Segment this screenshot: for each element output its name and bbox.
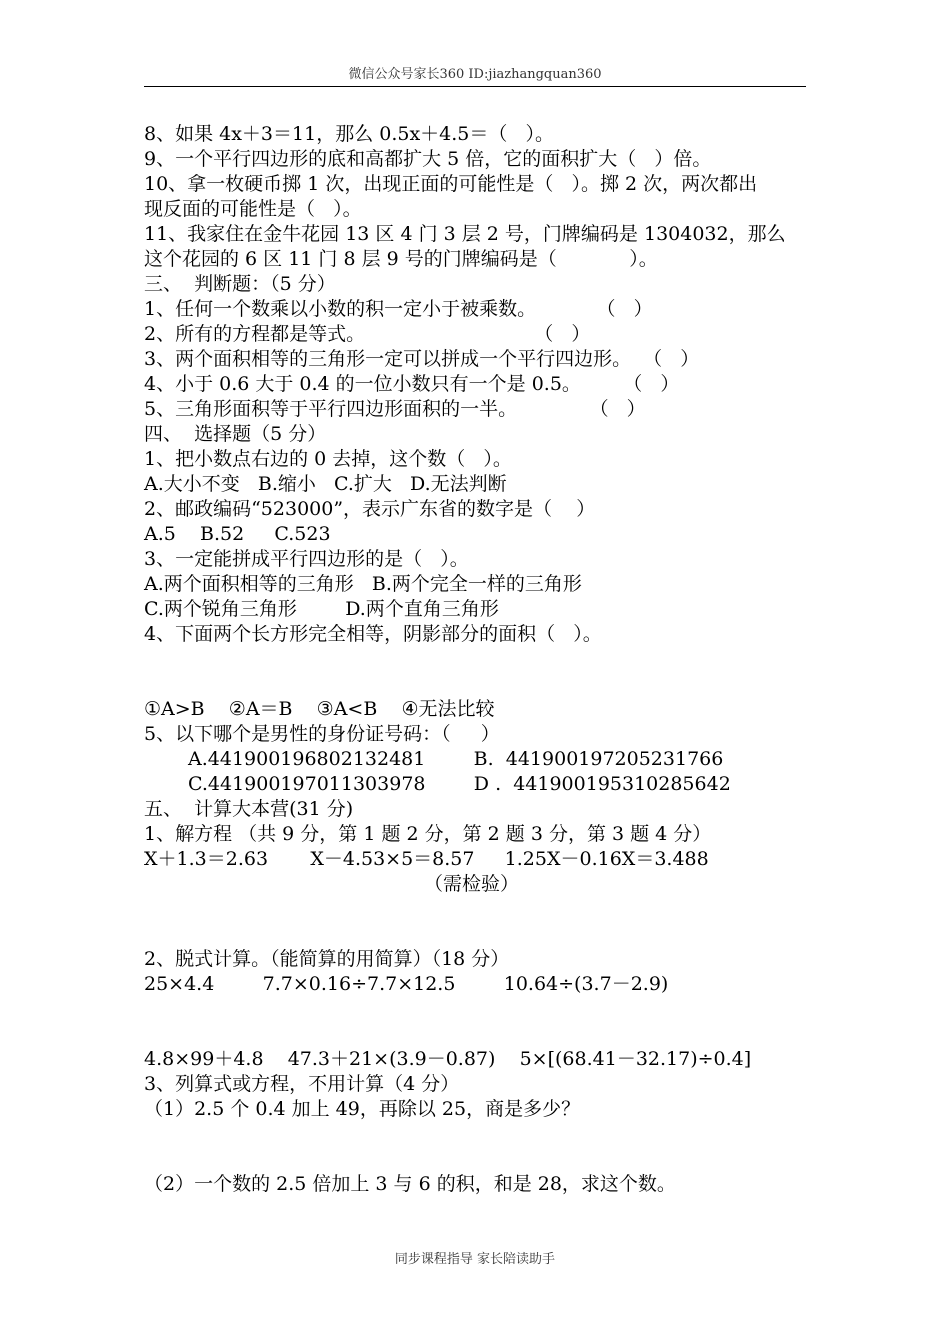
- choice-question-3-options-cd: C.两个锐角三角形 D.两个直角三角形: [144, 598, 499, 620]
- word-problem-instruction: 3、列算式或方程，不用计算（4 分）: [144, 1073, 460, 1095]
- work-space-3: [144, 1122, 806, 1172]
- equations-instruction: 1、解方程 （共 9 分，第 1 题 2 分，第 2 题 3 分，第 3 题 4 分）: [144, 823, 712, 845]
- question-10-line1: 10、拿一枚硬币掷 1 次，出现正面的可能性是（ ）。掷 2 次，两次都出: [144, 173, 758, 195]
- question-11-line1: 11、我家住在金牛花园 13 区 4 门 3 层 2 号，门牌编码是 1304032，那么: [144, 223, 786, 245]
- calculation-instruction: 2、脱式计算。（能简算的用简算）（18 分）: [144, 948, 510, 970]
- word-problem-1: （1）2.5 个 0.4 加上 49，再除以 25，商是多少？: [144, 1098, 581, 1120]
- question-10-line2: 现反面的可能性是（ ）。: [144, 198, 362, 220]
- judge-question-3: 3、两个面积相等的三角形一定可以拼成一个平行四边形。 （ ）: [144, 348, 700, 370]
- choice-question-2: 2、邮政编码“523000”，表示广东省的数字是（ ）: [144, 498, 596, 520]
- choice-question-1: 1、把小数点右边的 0 去掉，这个数（ ）。: [144, 448, 512, 470]
- calculation-row-2: 4.8×99＋4.8 47.3＋21×(3.9－0.87) 5×[(68.41－32.17)÷0.4]: [144, 1048, 752, 1070]
- choice-question-5-options-cd: C.441900197011303978 D . 441900195310285642: [188, 773, 731, 795]
- section-3-title: 三、 判断题：（5 分）: [144, 273, 336, 295]
- calculation-row-1: 25×4.4 7.7×0.16÷7.7×12.5 10.64÷(3.7－2.9): [144, 973, 669, 995]
- page-footer: 同步课程指导 家长陪读助手: [394, 1252, 556, 1267]
- question-8: 8、如果 4x＋3＝11，那么 0.5x＋4.5＝（ ）。: [144, 123, 555, 145]
- judge-question-4: 4、小于 0.6 大于 0.4 的一位小数只有一个是 0.5。 （ ）: [144, 373, 680, 395]
- choice-question-5: 5、以下哪个是男性的身份证号码：（ ）: [144, 723, 500, 745]
- choice-question-2-options: A.5 B.52 C.523: [144, 523, 331, 545]
- question-11-line2: 这个花园的 6 区 11 门 8 层 9 号的门牌编码是（ ）。: [144, 248, 658, 270]
- judge-question-2: 2、所有的方程都是等式。 （ ）: [144, 323, 591, 345]
- choice-question-1-options: A.大小不变 B.缩小 C.扩大 D.无法判断: [144, 473, 507, 495]
- worksheet-body: [144, 122, 806, 1197]
- verification-note: （需检验）: [424, 873, 520, 895]
- choice-question-4-options: ①A>B ②A＝B ③A<B ④无法比较: [144, 698, 495, 720]
- choice-question-4: 4、下面两个长方形完全相等，阴影部分的面积（ ）。: [144, 623, 602, 645]
- figure-space: [144, 647, 806, 697]
- section-5-title: 五、 计算大本营(31 分): [144, 798, 354, 820]
- choice-question-3-options-ab: A.两个面积相等的三角形 B.两个完全一样的三角形: [144, 573, 582, 595]
- word-problem-2: （2）一个数的 2.5 倍加上 3 与 6 的积，和是 28，求这个数。: [144, 1173, 676, 1195]
- work-space-1: [144, 897, 806, 947]
- header-divider: [144, 86, 806, 87]
- choice-question-3: 3、一定能拼成平行四边形的是（ ）。: [144, 548, 469, 570]
- page-header: 微信公众号家长360 ID:jiazhangquan360: [348, 67, 602, 82]
- choice-question-5-options-ab: A.441900196802132481 B. 441900197205231766: [188, 748, 724, 770]
- work-space-2: [144, 997, 806, 1047]
- section-4-title: 四、 选择题（5 分）: [144, 423, 327, 445]
- equations-row: X＋1.3＝2.63 X－4.53×5＝8.57 1.25X－0.16X＝3.488: [144, 848, 709, 870]
- judge-question-1: 1、任何一个数乘以小数的积一定小于被乘数。 （ ）: [144, 298, 653, 320]
- question-9: 9、一个平行四边形的底和高都扩大 5 倍，它的面积扩大（ ）倍。: [144, 148, 712, 170]
- judge-question-5: 5、三角形面积等于平行四边形面积的一半。 （ ）: [144, 398, 646, 420]
